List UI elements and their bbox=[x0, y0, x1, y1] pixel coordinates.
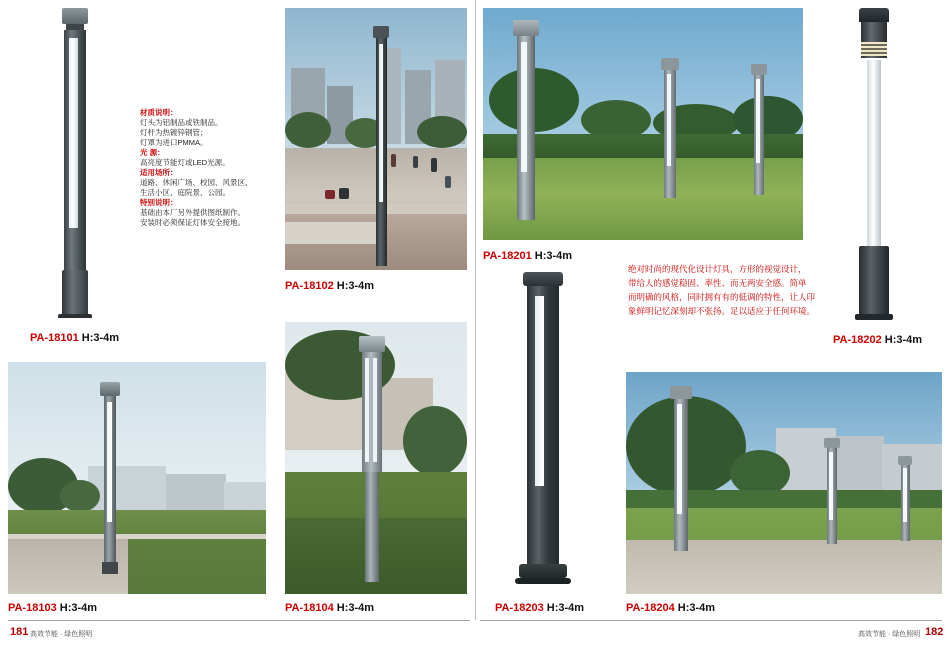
person bbox=[339, 188, 349, 199]
description-line-1: 带给人的感觉稳固、率性、而无两安全感。简单 bbox=[628, 278, 807, 288]
product-height: H:3-4m bbox=[81, 332, 120, 344]
page-number-right: 182 bbox=[925, 626, 944, 638]
lamp-foot bbox=[58, 314, 92, 318]
caption-pa18104 bbox=[285, 602, 374, 614]
caption-pa18203 bbox=[495, 602, 584, 614]
product-code: PA-18201 bbox=[483, 250, 532, 262]
product-height: H:3-4m bbox=[546, 602, 585, 614]
footer-text-left: 高效节能 · 绿色照明 bbox=[30, 631, 93, 638]
spec-line-8: 生活小区、庭院景、公园。 bbox=[140, 188, 230, 197]
product-height: H:3-4m bbox=[336, 602, 375, 614]
product-render-pa18101 bbox=[50, 8, 100, 318]
photo-pa18204 bbox=[626, 372, 942, 594]
lamp-cap bbox=[824, 438, 840, 448]
tree bbox=[403, 406, 467, 476]
photo-pa18102 bbox=[285, 8, 467, 270]
lamp-light-slot bbox=[365, 358, 369, 462]
building bbox=[166, 474, 226, 510]
product-height: H:3-4m bbox=[336, 280, 375, 292]
description-line-2: 而明确的风格，同时拥有有的低调的特性，让人印 bbox=[628, 292, 816, 302]
page-spine bbox=[475, 0, 476, 620]
plaza-bench bbox=[285, 222, 377, 244]
lamp-light-strip bbox=[756, 79, 760, 163]
lamp-light-strip bbox=[829, 452, 833, 520]
building bbox=[224, 482, 266, 510]
person bbox=[431, 158, 437, 172]
product-render-pa18203 bbox=[495, 272, 587, 594]
product-height: H:3-4m bbox=[534, 250, 573, 262]
lamp-light-strip bbox=[69, 38, 78, 228]
footer-rule-right bbox=[480, 620, 942, 621]
description-text-block bbox=[628, 262, 878, 318]
lamp-cap bbox=[661, 58, 679, 70]
lamp-body bbox=[365, 472, 379, 582]
lamp-cap bbox=[859, 8, 889, 22]
tree bbox=[417, 116, 467, 148]
lamp-base bbox=[519, 564, 567, 578]
spec-line-6: 适用场所： bbox=[140, 168, 178, 177]
person bbox=[413, 156, 418, 168]
lamp-light-slot bbox=[373, 358, 377, 462]
product-height: H:3-4m bbox=[884, 334, 923, 346]
caption-pa18204 bbox=[626, 602, 715, 614]
lamp-cap bbox=[373, 26, 389, 38]
lamp-light-strip bbox=[521, 42, 527, 172]
lamp-light-strip bbox=[867, 60, 881, 246]
lamp-light-strip bbox=[107, 402, 112, 522]
lamp-grill bbox=[861, 42, 887, 56]
spec-line-11: 安装时必须保证灯体安全接地。 bbox=[140, 218, 245, 227]
person bbox=[391, 154, 396, 167]
product-height: H:3-4m bbox=[677, 602, 716, 614]
lamp-light-strip bbox=[677, 404, 682, 514]
spec-line-5: 高亮度节能灯或LED光源。 bbox=[140, 158, 230, 167]
building bbox=[834, 436, 884, 494]
page-number-left: 181 bbox=[10, 626, 29, 638]
lamp-cap bbox=[670, 386, 692, 399]
spec-line-9: 特别说明： bbox=[140, 198, 178, 207]
product-code: PA-18204 bbox=[626, 602, 675, 614]
lamp-cap bbox=[62, 8, 88, 24]
product-code: PA-18202 bbox=[833, 334, 882, 346]
product-code: PA-18102 bbox=[285, 280, 334, 292]
product-height: H:3-4m bbox=[59, 602, 98, 614]
lamp-light-strip bbox=[379, 44, 383, 202]
lamp-cap bbox=[513, 20, 539, 36]
photo-pa18201 bbox=[483, 8, 803, 240]
photo-pa18103 bbox=[8, 362, 266, 594]
caption-pa18103 bbox=[8, 602, 97, 614]
spec-line-3: 灯罩为进口PMMA。 bbox=[140, 138, 208, 147]
lamp-cap bbox=[523, 272, 563, 286]
product-code: PA-18203 bbox=[495, 602, 544, 614]
building bbox=[88, 466, 166, 510]
lamp-foot bbox=[515, 578, 571, 584]
photo-pa18104 bbox=[285, 322, 467, 594]
building bbox=[882, 444, 942, 494]
product-code: PA-18101 bbox=[30, 332, 79, 344]
lamp-cap bbox=[898, 456, 912, 465]
lamp-light-strip bbox=[535, 296, 544, 486]
tree bbox=[60, 480, 100, 512]
spec-line-1: 灯头为铝制品或铁制品。 bbox=[140, 118, 223, 127]
lamp-light-strip bbox=[903, 468, 907, 522]
person bbox=[325, 190, 335, 199]
spec-line-2: 灯杆为热镀锌钢管； bbox=[140, 128, 208, 137]
spec-line-4: 光 源： bbox=[140, 148, 165, 157]
product-code: PA-18104 bbox=[285, 602, 334, 614]
lamp-cap bbox=[100, 382, 120, 396]
footer-rule-left bbox=[8, 620, 470, 621]
spec-text-block bbox=[140, 108, 260, 228]
lamp-base bbox=[102, 562, 118, 574]
lamp-base bbox=[62, 270, 88, 318]
caption-pa18201 bbox=[483, 250, 572, 262]
lamp-cap bbox=[359, 336, 385, 352]
lamp-light-strip bbox=[667, 74, 671, 166]
spec-line-7: 道路、休闲广场、校园、风景区、 bbox=[140, 178, 253, 187]
spec-line-0: 材质说明： bbox=[140, 108, 178, 117]
lamp-cap bbox=[751, 64, 767, 75]
description-line-0: 绝对时尚的现代化设计灯具，方形的视觉设计， bbox=[628, 264, 807, 274]
product-code: PA-18103 bbox=[8, 602, 57, 614]
curb bbox=[8, 534, 266, 539]
person bbox=[445, 176, 451, 188]
footer-text-right: 高效节能 · 绿色照明 bbox=[858, 631, 921, 638]
description-line-3: 象鲜明记忆深刻却不张扬。足以适应于任何环境。 bbox=[628, 306, 816, 316]
caption-pa18102 bbox=[285, 280, 374, 292]
tree bbox=[285, 112, 331, 148]
caption-pa18202 bbox=[833, 334, 922, 346]
caption-pa18101 bbox=[30, 332, 119, 344]
spec-line-10: 基础由本厂另外提供图纸制作。 bbox=[140, 208, 245, 217]
